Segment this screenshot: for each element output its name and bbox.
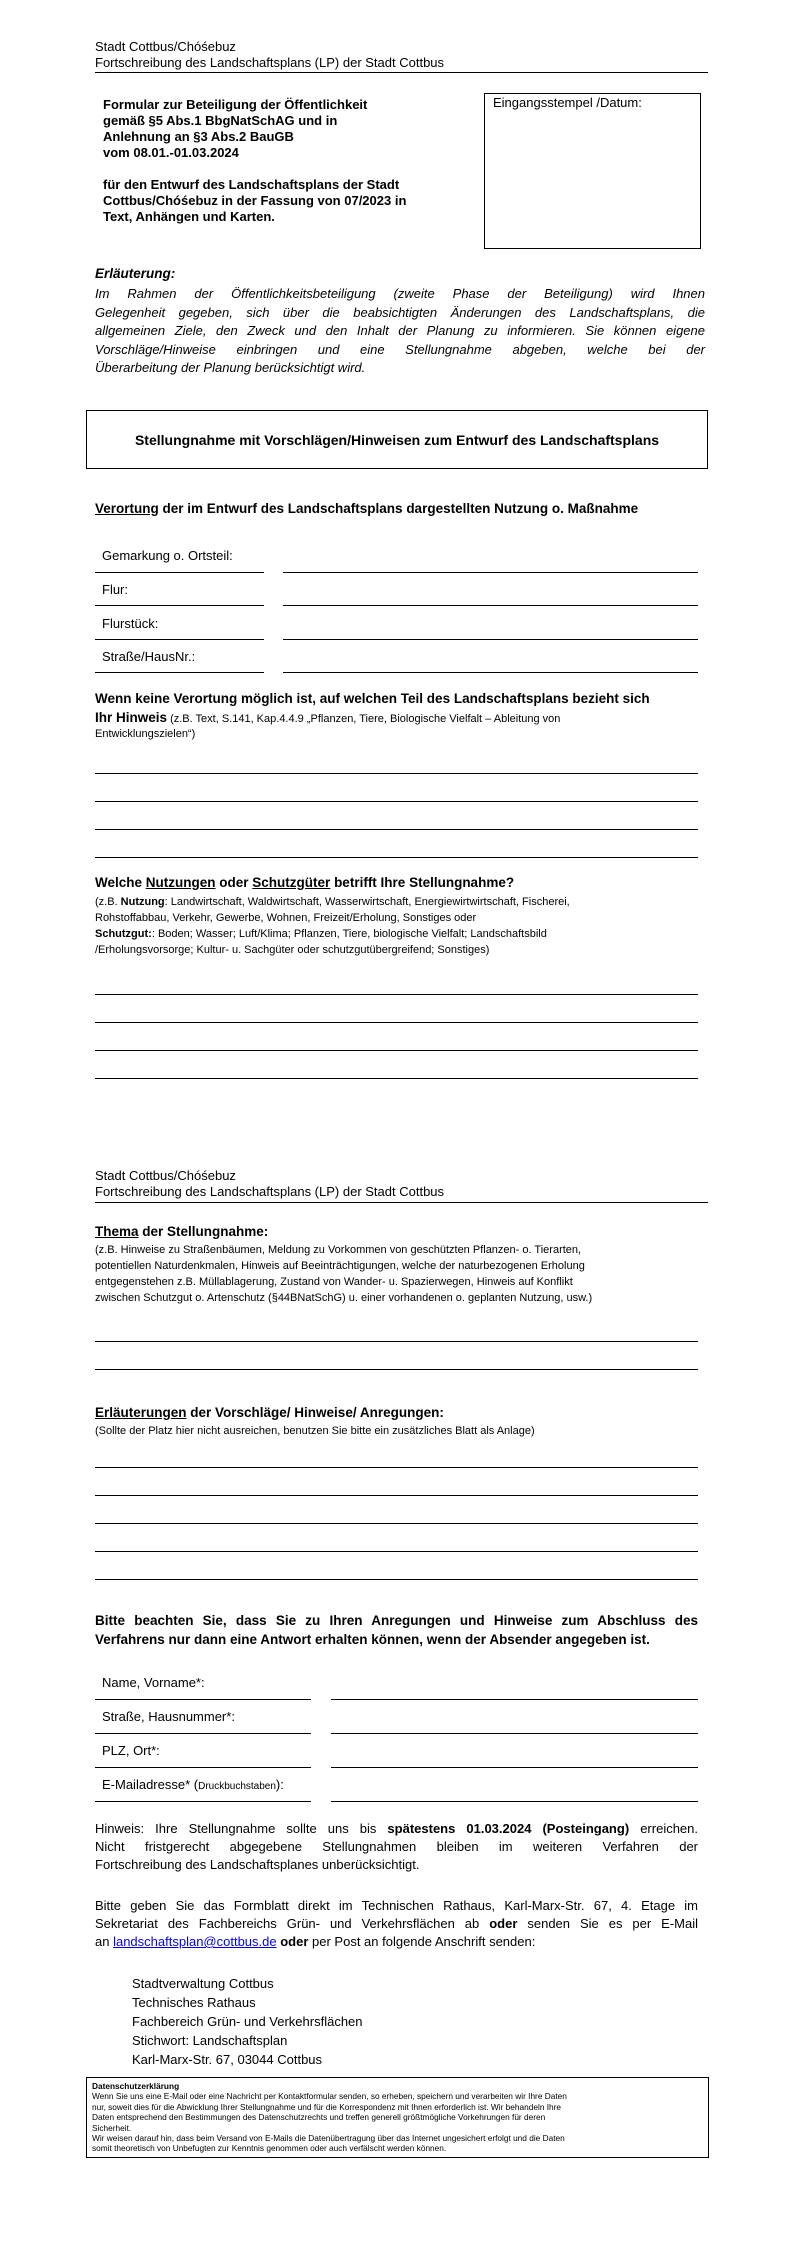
uses-input-line[interactable] bbox=[95, 994, 698, 995]
comments-note: (Sollte der Platz hier nicht ausreichen, benutzen Sie bitte ein zusätzliches Blatt als Anlage) bbox=[95, 1425, 535, 1437]
flurstueck-input-line[interactable] bbox=[283, 639, 698, 640]
comments-input-line[interactable] bbox=[95, 1495, 698, 1496]
header-city: Stadt Cottbus/Chóśebuz bbox=[95, 39, 236, 54]
plan-reference-heading: Wenn keine Verortung möglich ist, auf welchen Teil des Landschaftsplans bezieht sich Ihr Hinweis (z.B. Text, S.141, Kap.4.4.9 „Pflanzen, Tiere, Biologische Vielfalt – Ableitung von Entwicklungszielen“) bbox=[95, 691, 650, 740]
uses-input-line[interactable] bbox=[95, 1078, 698, 1079]
field-label-city: PLZ, Ort*: bbox=[102, 1743, 160, 1758]
comments-input-line[interactable] bbox=[95, 1523, 698, 1524]
strasse-input-line[interactable] bbox=[283, 672, 698, 673]
intro-line: vom 08.01.-01.03.2024 bbox=[103, 145, 239, 160]
header-subtitle: Fortschreibung des Landschaftsplans (LP) der Stadt Cottbus bbox=[95, 55, 445, 70]
field-label-street: Straße, Hausnummer*: bbox=[102, 1709, 235, 1724]
privacy-line: Sicherheit. bbox=[92, 2122, 132, 2133]
label-rule bbox=[95, 1699, 311, 1700]
privacy-line: Wenn Sie uns eine E-Mail oder eine Nachricht per Kontaktformular senden, so erheben, speichern und verarbeiten wir Ihre Daten bbox=[92, 2091, 567, 2102]
field-label-name: Name, Vorname*: bbox=[102, 1675, 205, 1690]
page-header-2 bbox=[95, 1168, 444, 1200]
intro-line: Formular zur Beteiligung der Öffentlichkeit bbox=[103, 97, 368, 112]
comments-heading: Erläuterungen der Vorschläge/ Hinweise/ Anregungen: bbox=[95, 1405, 444, 1420]
street-input-line[interactable] bbox=[331, 1733, 698, 1734]
uses-examples: (z.B. Nutzung: Landwirtschaft, Waldwirtschaft, Wasserwirtschaft, Energiewirtwirtschaft, Fischerei, Rohstoffabbau, Verkehr, Gewerbe, Wohnen, Freizeit/Erholung, Sonstiges oder Schutzgut:: Boden; Wasser; Luft/Klima; Pflanzen, Tiere, biologische Vielfalt; Landschaftsbild /Erholungsvorsorge; Kultur- u. Sachgüter oder schutzgutübergreifend; Sonstiges) bbox=[95, 896, 570, 956]
plan-reference-input-line[interactable] bbox=[95, 773, 698, 774]
uses-heading: Welche Nutzungen oder Schutzgüter betrifft Ihre Stellungnahme? bbox=[95, 875, 515, 890]
field-label-email: E-Mailadresse* (Druckbuchstaben): bbox=[102, 1777, 284, 1792]
label-rule bbox=[95, 572, 264, 573]
privacy-line: Wir weisen darauf hin, dass beim Versand von E-Mails die Datenübertragung über das Internet ungesichert erfolgt und die Daten bbox=[92, 2133, 565, 2144]
name-input-line[interactable] bbox=[331, 1699, 698, 1700]
intro-line: für den Entwurf des Landschaftsplans der Stadt bbox=[103, 177, 400, 192]
postal-address bbox=[132, 1974, 363, 2069]
address-line: Fachbereich Grün- und Verkehrsflächen bbox=[132, 2014, 363, 2029]
field-label-gemarkung: Gemarkung o. Ortsteil: bbox=[102, 548, 233, 563]
privacy-line: Daten entsprechend den Bestimmungen des Datenschutzrechts und treffen generell größtmögliche Vorkehrungen für deren bbox=[92, 2112, 546, 2123]
uses-input-line[interactable] bbox=[95, 1022, 698, 1023]
deadline-notice: Hinweis: Ihre Stellungnahme sollte uns bis spätestens 01.03.2024 (Posteingang) erreichen. Nicht fristgerecht abgegebene Stellungnahmen bleiben im weiteren Verfahren der Fortschreibung des Landschaftsplanes unberücksichtigt. bbox=[95, 1821, 699, 1872]
label-rule bbox=[95, 639, 264, 640]
comments-input-line[interactable] bbox=[95, 1467, 698, 1468]
plan-reference-input-line[interactable] bbox=[95, 857, 698, 858]
topic-input-line[interactable] bbox=[95, 1341, 698, 1342]
receipt-stamp-box bbox=[484, 93, 701, 249]
header-subtitle: Fortschreibung des Landschaftsplans (LP) der Stadt Cottbus bbox=[95, 1184, 445, 1199]
topic-examples: (z.B. Hinweise zu Straßenbäumen, Meldung zu Vorkommen von geschützten Pflanzen- o. Tierarten, potentiellen Naturdenkmalen, Hinweis auf Beeinträchtigungen, welche der naturbezogenen Erholung entgegenstehen z.B. Müllablagerung, Zustand von Wander- u. Spazierwegen, Hinweis auf Konflikt zwischen Schutzgut o. Artenschutz (§44BNatSchG) u. einer vorhandenen o. geplanten Nutzung, usw.) bbox=[95, 1244, 593, 1304]
field-label-flurstueck: Flurstück: bbox=[102, 616, 159, 631]
topic-heading: Thema der Stellungnahme: bbox=[95, 1224, 269, 1239]
header-city: Stadt Cottbus/Chóśebuz bbox=[95, 1168, 236, 1183]
address-line: Technisches Rathaus bbox=[132, 1995, 256, 2010]
address-line: Stichwort: Landschaftsplan bbox=[132, 2033, 288, 2048]
label-rule bbox=[95, 1733, 311, 1734]
comments-input-line[interactable] bbox=[95, 1551, 698, 1552]
explanation-heading: Erläuterung: bbox=[95, 266, 176, 281]
intro-line: Cottbus/Chóśebuz in der Fassung von 07/2023 in bbox=[103, 193, 407, 208]
explanation-text: Im Rahmen der Öffentlichkeitsbeteiligung (zweite Phase der Beteiligung) wird Ihnen Gelegenheit gegeben, sich über die beabsichtigten Änderungen des Landschaftsplans, die allgemeinen Ziele, den Zweck und den Inhalt der Planung zu informieren. Sie können eigene Vorschläge/Hinweise einbringen und eine Stellungnahme abgeben, welche bei der Überarbeitung der Planung berücksichtigt wird. bbox=[95, 286, 705, 375]
header-rule bbox=[95, 1202, 708, 1203]
plan-reference-input-line[interactable] bbox=[95, 829, 698, 830]
statement-title: Stellungnahme mit Vorschlägen/Hinweisen zum Entwurf des Landschaftsplans bbox=[134, 431, 660, 448]
plan-reference-input-line[interactable] bbox=[95, 801, 698, 802]
label-rule bbox=[95, 672, 264, 673]
form-intro bbox=[103, 97, 463, 225]
privacy-line: somit theoretisch von Unbefugten zur Kenntnis genommen oder auch verfälscht werden können. bbox=[92, 2143, 447, 2154]
email-input-line[interactable] bbox=[331, 1801, 698, 1802]
sender-notice: Bitte beachten Sie, dass Sie zu Ihren Anregungen und Hinweise zum Abschluss des Verfahrens nur dann eine Antwort erhalten können, wenn der Absender angegeben ist. bbox=[95, 1613, 698, 1647]
location-heading: Verortung der im Entwurf des Landschaftsplans dargestellten Nutzung o. Maßnahme bbox=[95, 501, 639, 516]
comments-input-line[interactable] bbox=[95, 1579, 698, 1580]
page-header bbox=[95, 39, 444, 71]
stamp-label: Eingangsstempel /Datum: bbox=[493, 95, 642, 110]
email-link[interactable]: landschaftsplan@cottbus.de bbox=[113, 1934, 277, 1949]
city-input-line[interactable] bbox=[331, 1767, 698, 1768]
label-rule bbox=[95, 605, 264, 606]
field-label-flur: Flur: bbox=[102, 582, 128, 597]
intro-line: gemäß §5 Abs.1 BbgNatSchAG und in bbox=[103, 113, 338, 128]
gemarkung-input-line[interactable] bbox=[283, 572, 698, 573]
uses-input-line[interactable] bbox=[95, 1050, 698, 1051]
intro-line: Text, Anhängen und Karten. bbox=[103, 209, 275, 224]
privacy-notice-box bbox=[86, 2077, 709, 2158]
flur-input-line[interactable] bbox=[283, 605, 698, 606]
privacy-heading: Datenschutzerklärung bbox=[92, 2081, 180, 2091]
statement-title-box bbox=[86, 410, 708, 469]
address-line: Karl-Marx-Str. 67, 03044 Cottbus bbox=[132, 2052, 323, 2067]
topic-input-line[interactable] bbox=[95, 1369, 698, 1370]
field-label-strasse: Straße/HausNr.: bbox=[102, 649, 196, 664]
label-rule bbox=[95, 1767, 311, 1768]
header-rule bbox=[95, 72, 708, 73]
label-rule bbox=[95, 1801, 311, 1802]
address-line: Stadtverwaltung Cottbus bbox=[132, 1976, 274, 1991]
privacy-line: nur, soweit dies für die Abwicklung Ihrer Stellungnahme und für die Korrespondenz mit Ihnen erforderlich ist. Wir behandeln Ihre bbox=[92, 2101, 562, 2112]
submission-instructions: Bitte geben Sie das Formblatt direkt im Technischen Rathaus, Karl-Marx-Str. 67, 4. Etage im Sekretariat des Fachbereichs Grün- und Verkehrsflächen ab oder senden Sie es per E-Mail an landschaftsplan@cottbus.de oder per Post an folgende Anschrift senden: bbox=[95, 1898, 699, 1949]
intro-line: Anlehnung an §3 Abs.2 BauGB bbox=[103, 129, 294, 144]
